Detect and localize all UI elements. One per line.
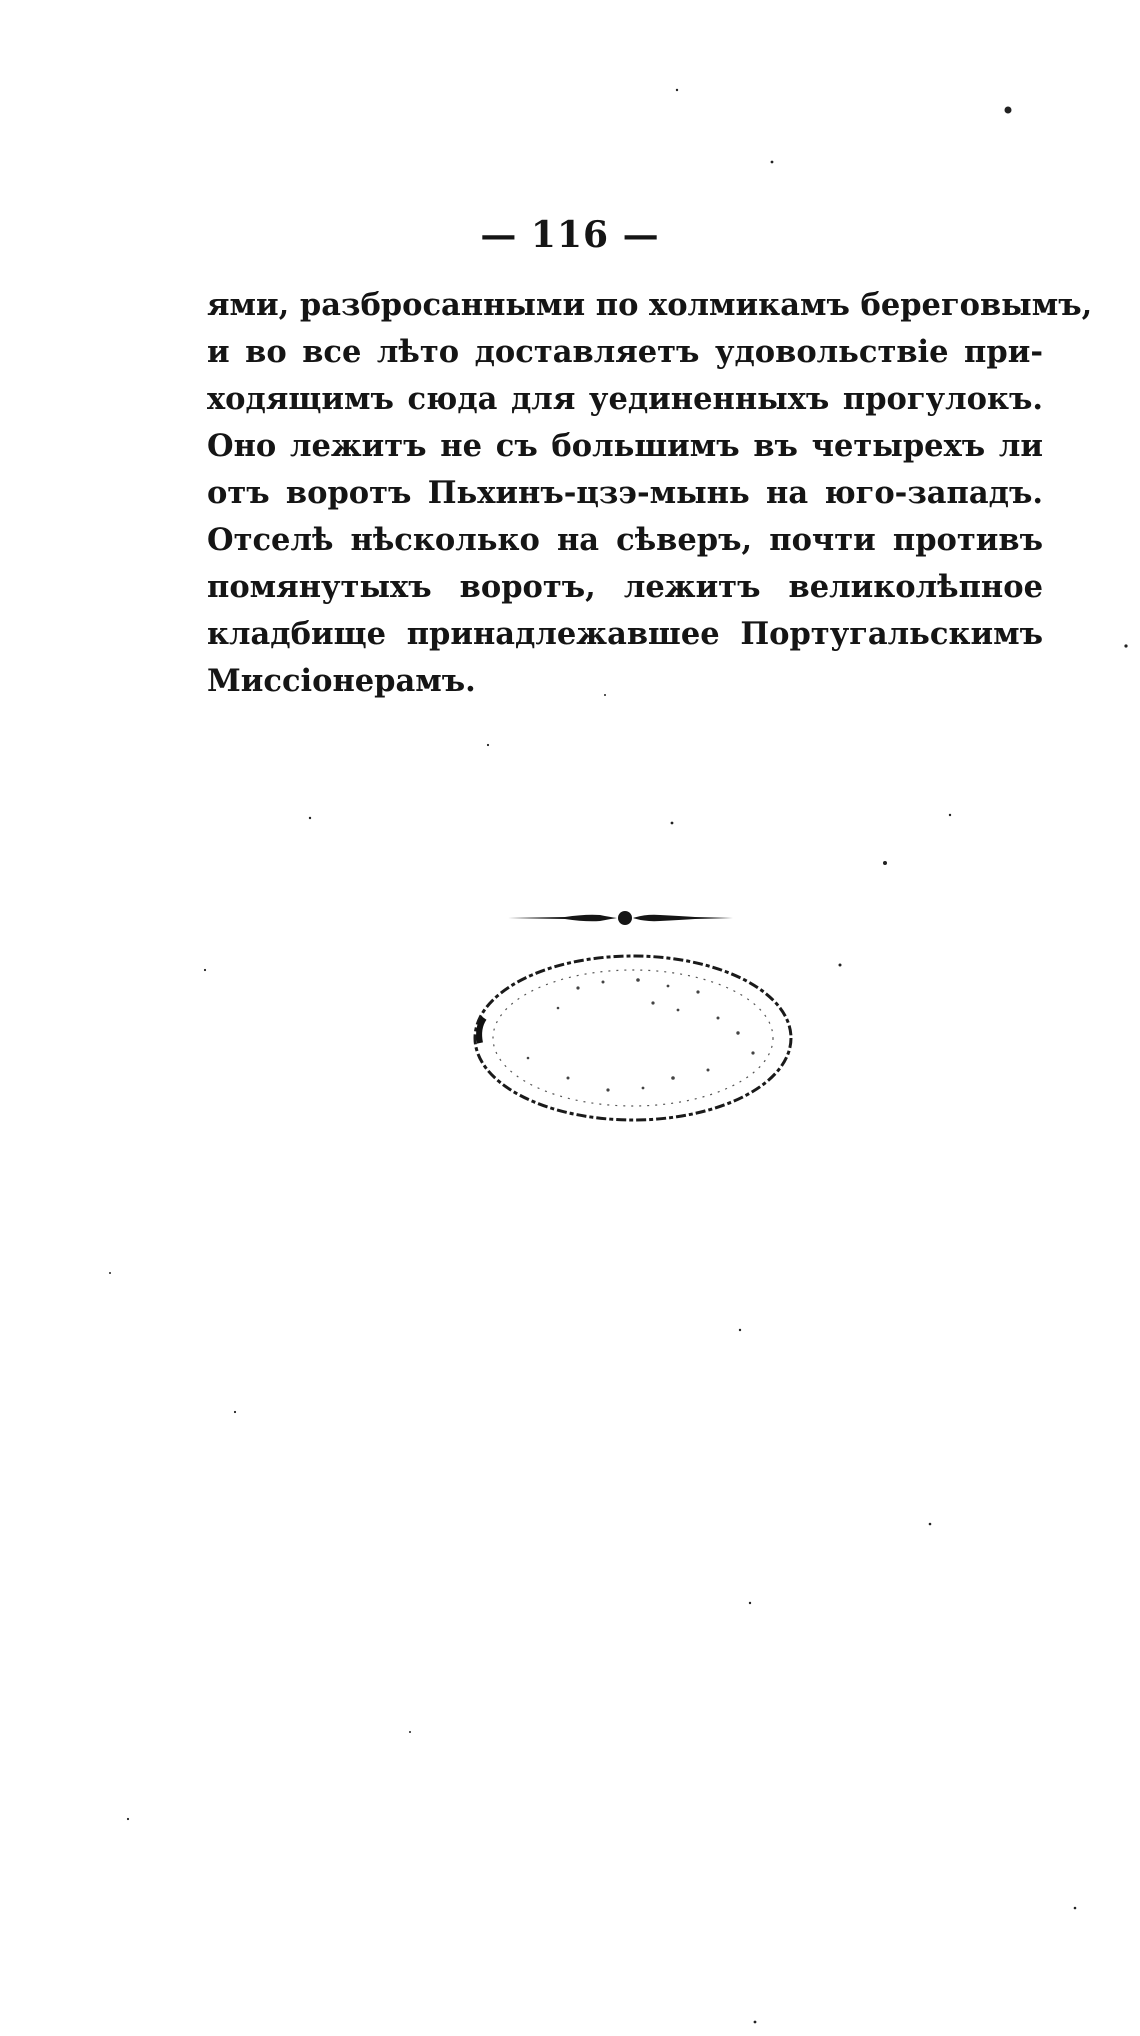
text-line: Оно лежитъ не съ большимъ въ четырехъ ли [207,428,1043,464]
library-stamp [468,948,798,1128]
text-line: ходящимъ сюда для уединенныхъ прогулокъ. [207,381,1043,417]
text-line: Миссіонерамъ. [207,663,476,699]
text-line: и во все лѣто доставляетъ удовольствіе при- [207,334,1043,370]
text-line: ями, разбросанными по холмикамъ береговымъ, [207,287,1093,323]
text-line: отъ воротъ Пьхинъ-цзэ-мынь на юго-западъ. [207,475,1043,511]
tailpiece-ornament [505,908,735,928]
text-line: помянутыхъ воротъ, лежитъ великолѣпное [207,569,1043,605]
text-line: кладбище принадлежавшее Португальскимъ [207,616,1043,652]
text-line: Отселѣ нѣсколько на сѣверъ, почти противъ [207,522,1043,558]
body-text [207,282,1093,705]
page-number: — 116 — [480,214,660,256]
